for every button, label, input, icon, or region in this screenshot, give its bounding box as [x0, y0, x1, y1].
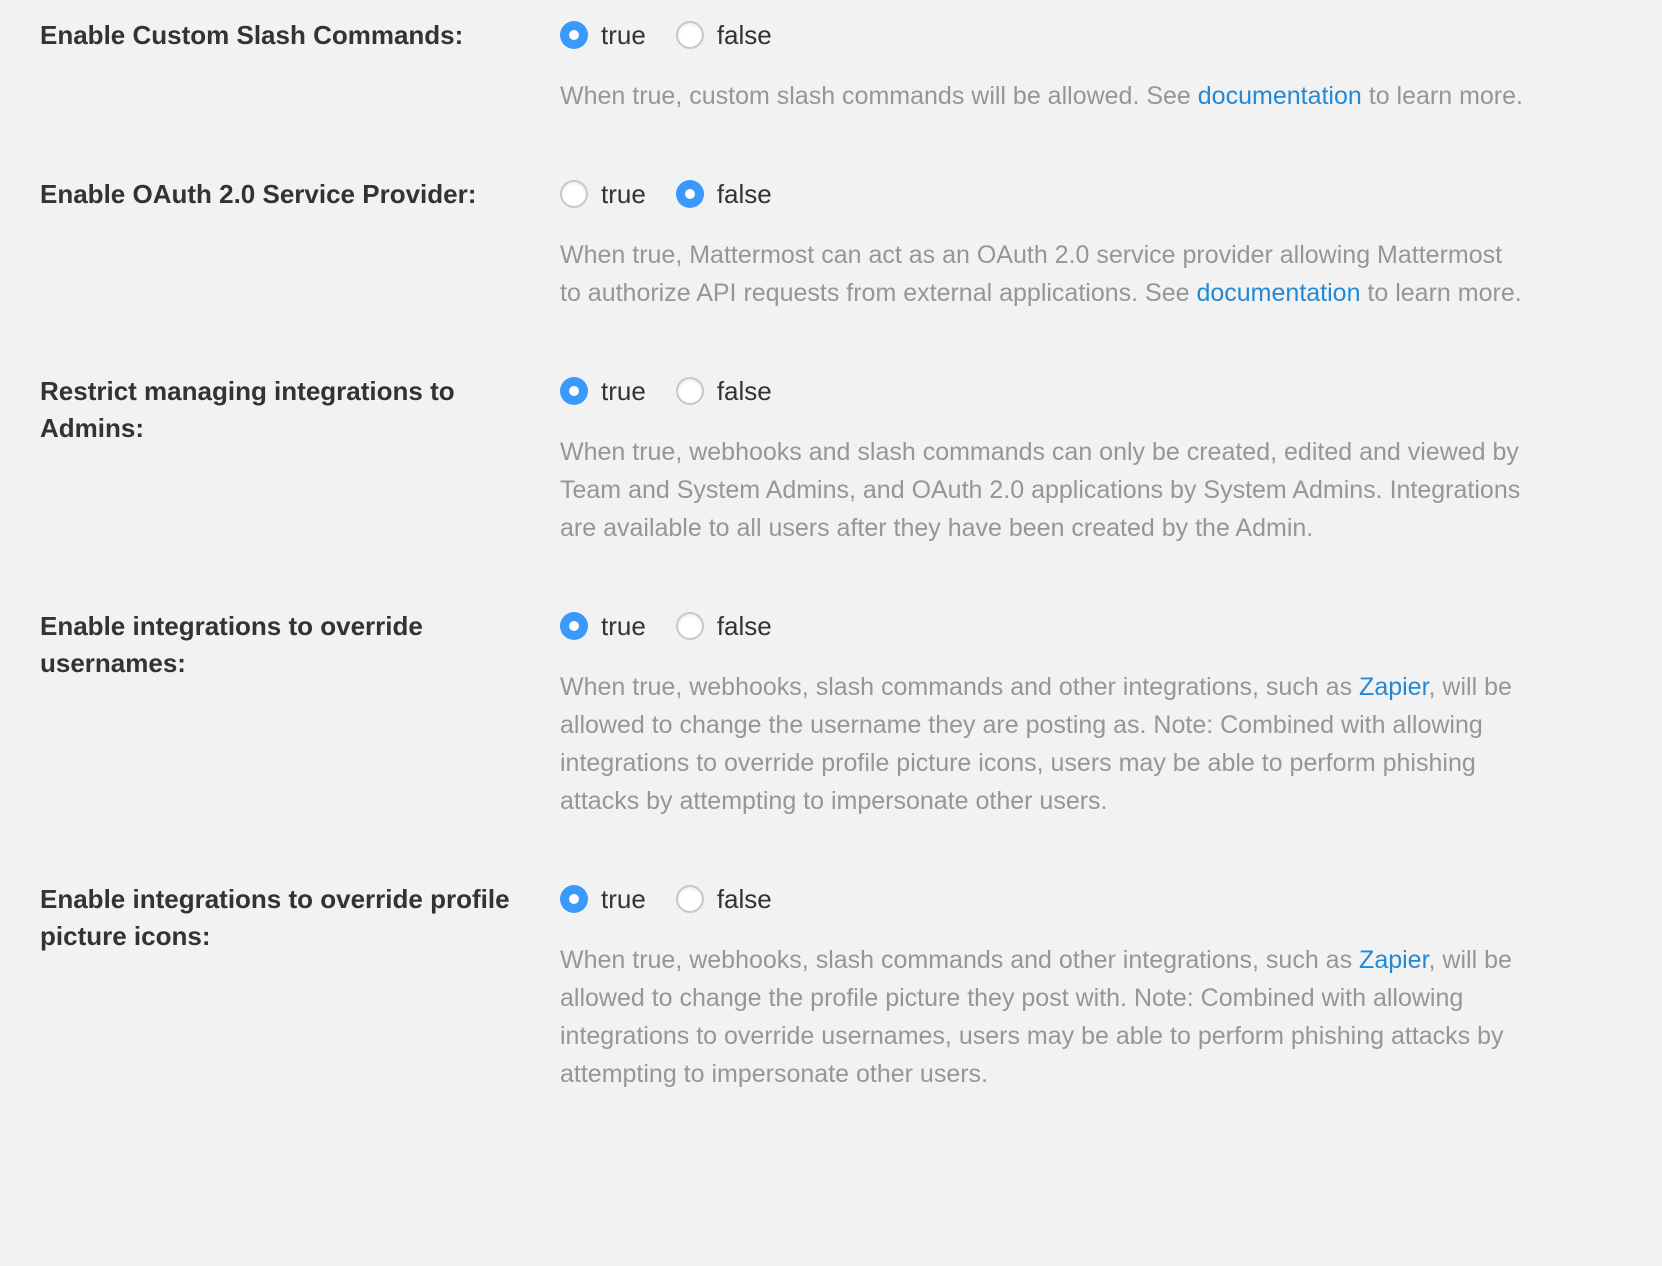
radio-group [560, 14, 1560, 56]
zapier-link[interactable]: Zapier [1359, 673, 1429, 701]
radio-true-icon[interactable] [560, 885, 588, 913]
setting-label: Enable Custom Slash Commands: [40, 20, 464, 50]
radio-true-icon[interactable] [560, 180, 588, 208]
radio-true-icon[interactable] [560, 612, 588, 640]
radio-option-false[interactable] [676, 878, 772, 920]
setting-row [0, 14, 1662, 115]
radio-option-label: false [716, 884, 772, 914]
help-text-segment: When true, Mattermost can act as an OAuth 2.0 service provider allowing Mattermost to authorize API requests from external applications. See [560, 241, 1503, 307]
setting-control [560, 605, 1560, 820]
radio-option-label: false [716, 20, 772, 50]
radio-option-true[interactable] [560, 370, 646, 412]
radio-option-label: false [716, 611, 772, 641]
radio-selected-dot [569, 621, 579, 631]
radio-option-label: true [601, 376, 646, 406]
help-text-segment: When true, webhooks, slash commands and other integrations, such as [560, 946, 1360, 974]
documentation-link[interactable]: documentation [1196, 279, 1361, 307]
radio-option-false[interactable] [676, 605, 772, 647]
radio-option-false[interactable] [676, 14, 772, 56]
radio-false-icon[interactable] [676, 21, 704, 49]
help-text-segment: When true, webhooks and slash commands can only be created, edited and viewed by Team and System Admins, and OAuth 2.0 applications by System Admins. Integrations are available to all users after they have been created by the Admin. [560, 438, 1521, 542]
radio-option-true[interactable] [560, 173, 646, 215]
radio-false-icon[interactable] [676, 885, 704, 913]
setting-control [560, 173, 1560, 312]
help-text-segment: When true, custom slash commands will be allowed. See [560, 82, 1198, 110]
setting-label: Restrict managing integrations to Admins: [40, 376, 455, 443]
radio-group [560, 605, 1560, 647]
radio-selected-dot [569, 30, 579, 40]
radio-option-true[interactable] [560, 878, 646, 920]
radio-option-false[interactable] [676, 370, 772, 412]
setting-row [0, 370, 1662, 547]
radio-option-label: true [601, 20, 646, 50]
setting-control [560, 878, 1560, 1093]
settings-list [0, 14, 1662, 1093]
zapier-link[interactable]: Zapier [1359, 946, 1429, 974]
setting-label: Enable integrations to override usernames: [40, 611, 423, 678]
radio-selected-dot [685, 189, 695, 199]
radio-selected-dot [569, 386, 579, 396]
radio-option-label: true [601, 611, 646, 641]
setting-help-text [560, 941, 1528, 1093]
radio-group [560, 370, 1560, 412]
setting-control [560, 14, 1560, 115]
setting-label: Enable OAuth 2.0 Service Provider: [40, 179, 477, 209]
radio-true-icon[interactable] [560, 21, 588, 49]
help-text-segment: , will be allowed to change the username they are posting as. Note: Combined with allowing integrations to override profile picture icons, users may be able to perform phishing attacks by attempting to impersonate other users. [560, 673, 1512, 815]
setting-help-text [560, 668, 1528, 820]
setting-help-text [560, 236, 1528, 312]
radio-false-icon[interactable] [676, 612, 704, 640]
setting-row [0, 605, 1662, 820]
help-text-segment: to learn more. [1361, 82, 1523, 110]
radio-option-label: true [601, 179, 646, 209]
setting-help-text [560, 433, 1528, 547]
radio-option-label: false [716, 376, 772, 406]
radio-selected-dot [569, 894, 579, 904]
help-text-segment: , will be allowed to change the profile picture they post with. Note: Combined with allowing integrations to override usernames, users may be able to perform phishing attacks by attempting to impersonate other users. [560, 946, 1512, 1088]
radio-true-icon[interactable] [560, 377, 588, 405]
help-text-segment: When true, webhooks, slash commands and other integrations, such as [560, 673, 1360, 701]
documentation-link[interactable]: documentation [1197, 82, 1362, 110]
setting-label: Enable integrations to override profile picture icons: [40, 884, 510, 951]
setting-row [0, 173, 1662, 312]
radio-group [560, 173, 1560, 215]
setting-help-text [560, 77, 1528, 115]
radio-group [560, 878, 1560, 920]
radio-option-label: false [716, 179, 772, 209]
setting-control [560, 370, 1560, 547]
radio-option-true[interactable] [560, 605, 646, 647]
radio-option-label: true [601, 884, 646, 914]
radio-option-false[interactable] [676, 173, 772, 215]
help-text-segment: to learn more. [1360, 279, 1522, 307]
setting-row [0, 878, 1662, 1093]
radio-option-true[interactable] [560, 14, 646, 56]
radio-false-icon[interactable] [676, 377, 704, 405]
radio-false-icon[interactable] [676, 180, 704, 208]
